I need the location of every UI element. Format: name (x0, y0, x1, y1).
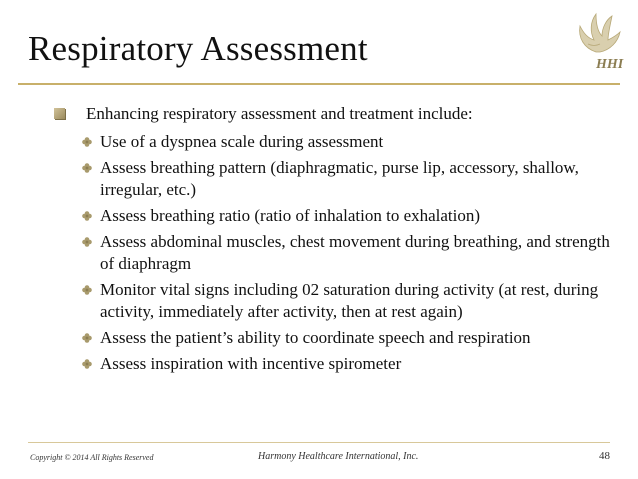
flower-bullet-icon (82, 285, 92, 295)
flower-bullet-icon (82, 237, 92, 247)
flower-bullet-icon (82, 333, 92, 343)
sub-bullet-item: Assess breathing pattern (diaphragmatic, purse lip, accessory, shallow, irregular, etc.) (52, 157, 612, 201)
sub-bullet-item: Assess the patient’s ability to coordinate speech and respiration (52, 327, 612, 349)
flower-bullet-icon (82, 359, 92, 369)
flower-bullet-icon (82, 137, 92, 147)
svg-text:HHI: HHI (596, 57, 624, 72)
page-number: 48 (599, 450, 610, 462)
footer-divider (28, 442, 610, 443)
title-divider (18, 83, 620, 85)
footer (30, 452, 610, 466)
dove-logo-icon (574, 8, 624, 74)
sub-bullet-item: Assess inspiration with incentive spirometer (52, 353, 612, 375)
flower-bullet-icon (82, 211, 92, 221)
copyright-text: Copyright © 2014 All Rights Reserved (30, 453, 154, 462)
main-bullet-text: Enhancing respiratory assessment and treatment include: (86, 104, 473, 123)
sub-bullet-item: Use of a dyspnea scale during assessment (52, 131, 612, 153)
flower-bullet-icon (82, 163, 92, 173)
slide-title: Respiratory Assessment (28, 29, 368, 68)
square-bullet-icon (54, 108, 65, 119)
organization-name: Harmony Healthcare International, Inc. (258, 451, 419, 462)
sub-bullet-item: Monitor vital signs including 02 saturation during activity (at rest, during activity, immediately after activity, then at rest again) (52, 279, 612, 323)
slide-content (52, 103, 612, 379)
sub-bullet-item: Assess abdominal muscles, chest movement during breathing, and strength of diaphragm (52, 231, 612, 275)
sub-bullet-list (52, 131, 612, 375)
main-bullet (52, 103, 612, 125)
sub-bullet-item: Assess breathing ratio (ratio of inhalation to exhalation) (52, 205, 612, 227)
